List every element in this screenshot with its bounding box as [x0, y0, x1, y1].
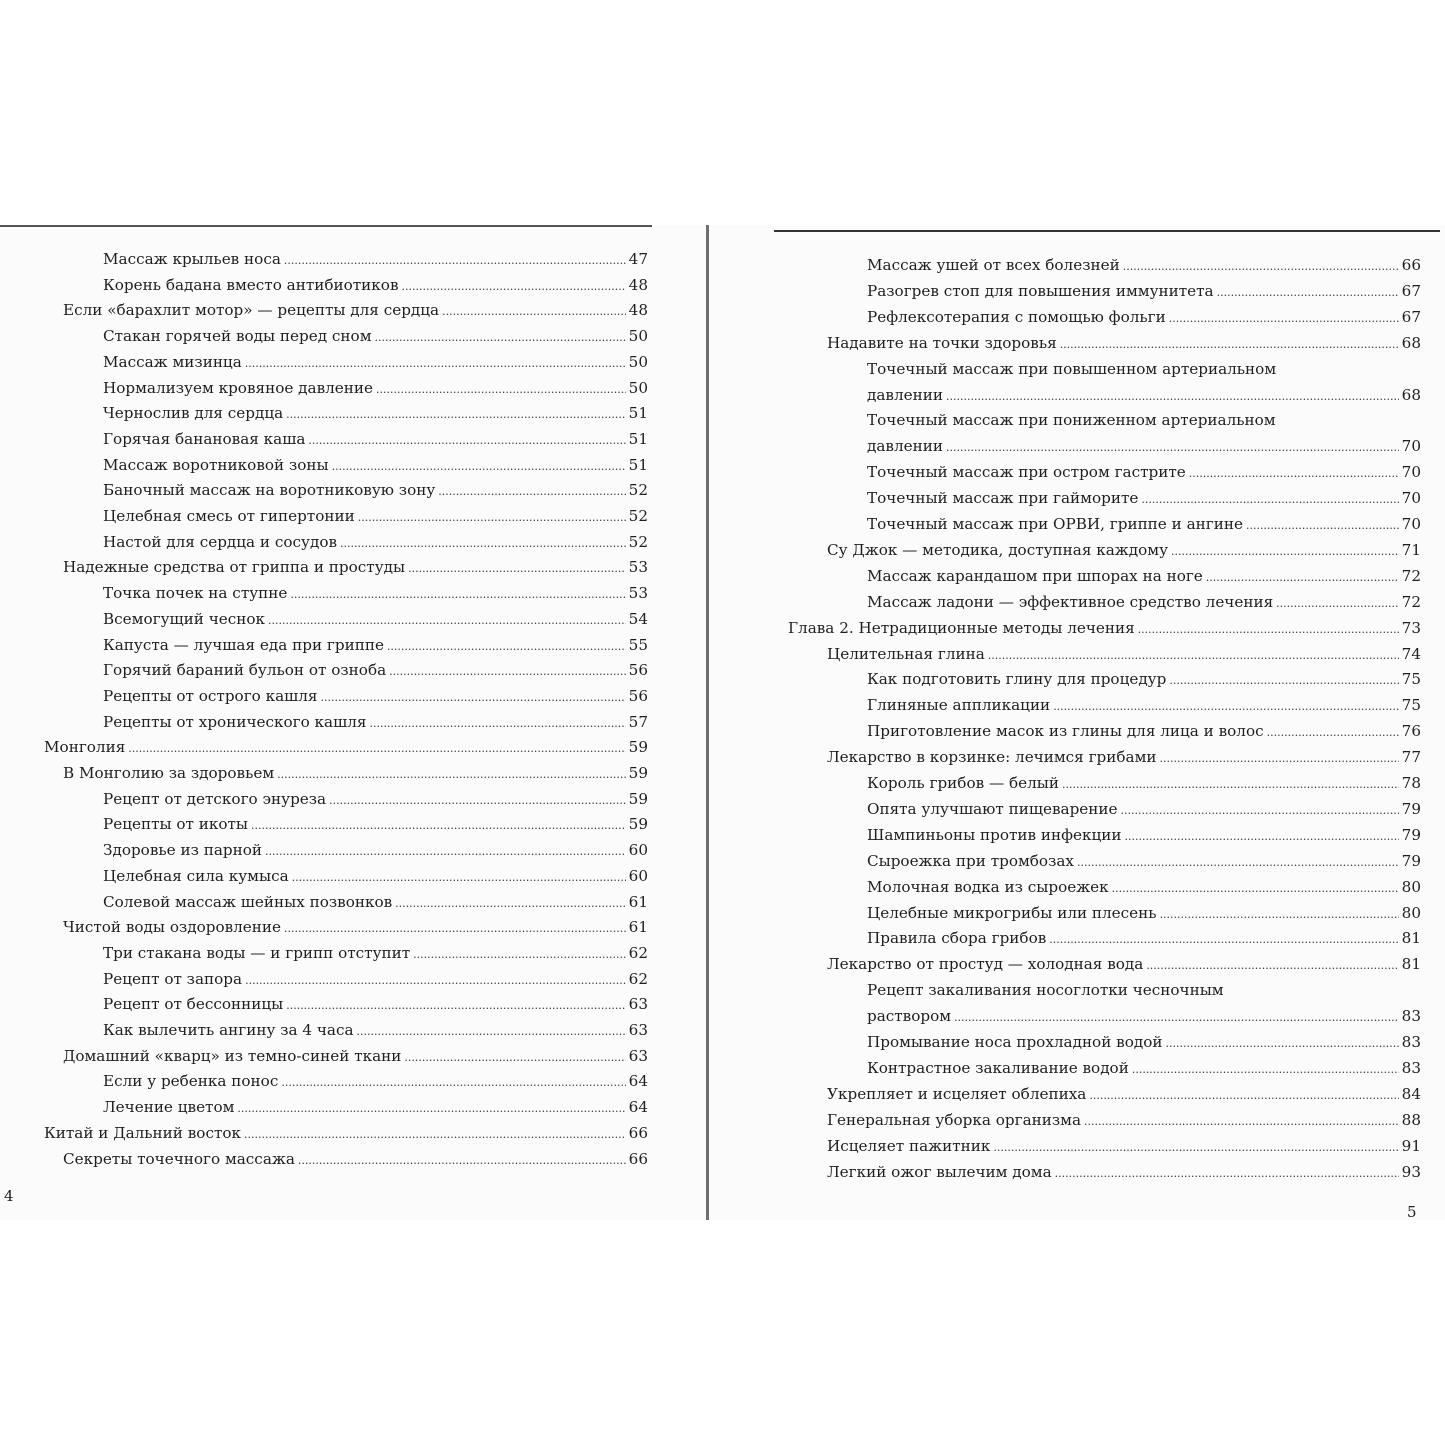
toc-entry-text: Горячая банановая каша	[103, 429, 306, 448]
left-page	[0, 225, 706, 1220]
top-rule	[774, 230, 1440, 232]
toc-entry	[44, 738, 648, 758]
toc-entry	[867, 878, 1421, 898]
toc-page-number: 48	[628, 301, 648, 320]
toc-entry	[103, 276, 648, 296]
toc-entry-title	[867, 981, 1421, 1000]
toc-page-number: 57	[628, 712, 648, 731]
dot-leader	[1121, 801, 1399, 820]
toc-entry	[867, 282, 1421, 302]
toc-entry	[867, 437, 1421, 457]
toc-page-number: 80	[1401, 877, 1421, 896]
toc-entry-text: Секреты точечного массажа	[63, 1149, 295, 1168]
toc-entry-text: Китай и Дальний восток	[44, 1123, 241, 1142]
dot-leader	[1189, 464, 1399, 483]
toc-entry	[867, 826, 1421, 846]
toc-entry	[867, 722, 1421, 742]
dot-leader	[413, 945, 626, 964]
dot-leader	[395, 894, 626, 913]
toc-entry	[103, 456, 648, 476]
toc-entry-text: Массаж ладони — эффективное средство лечения	[867, 592, 1274, 611]
dot-leader	[1267, 723, 1399, 742]
toc-page-number: 47	[628, 250, 648, 268]
toc-entry-text: Точечный массаж при ОРВИ, гриппе и ангине	[867, 515, 1243, 533]
toc-entry-text: Точечный массаж при остром гастрите	[867, 463, 1186, 482]
toc-entry-text: Целебная смесь от гипертонии	[103, 507, 355, 525]
page-number: 5	[1407, 1203, 1417, 1221]
toc-entry	[103, 995, 648, 1015]
toc-entry-text: Молочная водка из сыроежек	[867, 877, 1109, 896]
dot-leader	[1125, 827, 1399, 846]
dot-leader	[321, 688, 626, 707]
toc-page-number: 71	[1401, 540, 1421, 559]
toc-entry	[103, 1098, 648, 1118]
toc-entry	[63, 1150, 648, 1170]
toc-entry	[63, 918, 648, 938]
toc-entry-text: давлении	[867, 437, 943, 456]
toc-page-number: 62	[628, 969, 648, 988]
toc-entry	[867, 256, 1421, 276]
dot-leader	[245, 354, 626, 373]
toc-entry	[103, 970, 648, 990]
dot-leader	[1132, 1060, 1399, 1079]
toc-entry-title	[867, 360, 1421, 379]
toc-entry	[63, 764, 648, 784]
dot-leader	[946, 438, 1399, 457]
dot-leader	[993, 1138, 1398, 1157]
toc-entry	[103, 327, 648, 347]
toc-page-number: 66	[628, 1123, 648, 1142]
toc-page-number: 68	[1401, 333, 1421, 352]
dot-leader	[1169, 309, 1399, 328]
toc-entry	[788, 619, 1421, 639]
dot-leader	[1062, 775, 1399, 794]
dot-leader	[389, 662, 626, 681]
toc-page-number: 83	[1401, 1033, 1421, 1051]
toc-entry-text: Рефлексотерапия с помощью фольги	[867, 307, 1166, 326]
top-rule	[0, 225, 652, 227]
toc-entry	[103, 481, 648, 501]
toc-entry-text: Рецепт от бессонницы	[103, 995, 284, 1014]
toc-entry	[867, 852, 1421, 872]
toc-entry-text: Приготовление масок из глины для лица и волос	[867, 722, 1264, 741]
toc-page-number: 56	[628, 661, 648, 680]
toc-entry-text: Рецепты от икоты	[103, 815, 249, 834]
dot-leader	[286, 405, 626, 424]
toc-entry	[103, 533, 648, 553]
toc-entry	[827, 1137, 1421, 1157]
dot-leader	[284, 919, 626, 938]
toc-page-number: 59	[628, 738, 648, 757]
toc-page-number: 77	[1401, 748, 1421, 767]
toc-entry-text: Укрепляет и исцеляет облепиха	[827, 1084, 1087, 1103]
toc-entry-text: Нормализуем кровяное давление	[103, 378, 373, 397]
dot-leader	[286, 996, 625, 1015]
page-number: 4	[4, 1187, 14, 1205]
toc-entry	[103, 944, 648, 964]
toc-entry-text: Как подготовить глину для процедур	[867, 670, 1167, 689]
dot-leader	[442, 302, 626, 321]
toc-page-number: 55	[628, 635, 648, 654]
dot-leader	[265, 842, 626, 861]
toc-page-number: 70	[1401, 489, 1421, 508]
toc-page-number: 60	[628, 841, 648, 860]
toc-entry-text: Если «барахлит мотор» — рецепты для сердца	[63, 301, 440, 320]
dot-leader	[1160, 749, 1399, 768]
toc-entry-text: Точка почек на ступне	[103, 584, 288, 603]
toc-entry	[867, 670, 1421, 690]
dot-leader	[329, 791, 626, 810]
toc-page-number: 61	[628, 892, 648, 911]
toc-entry-title	[867, 411, 1421, 430]
dot-leader	[251, 816, 626, 835]
toc-page-number: 64	[628, 1072, 648, 1091]
toc-entry-text: Рецепты от хронического кашля	[103, 712, 367, 731]
dot-leader	[1084, 1112, 1399, 1131]
toc-entry	[44, 1124, 648, 1144]
toc-page-number: 83	[1401, 1058, 1421, 1077]
dot-leader	[438, 482, 625, 501]
book-gutter	[706, 225, 709, 1220]
toc-entry-text: Настой для сердца и сосудов	[103, 532, 338, 551]
dot-leader	[408, 559, 626, 578]
book-spread	[0, 225, 1445, 1220]
toc-entry-text: Лекарство в корзинке: лечимся грибами	[827, 748, 1157, 767]
toc-entry	[867, 1033, 1421, 1053]
toc-page-number: 73	[1401, 618, 1421, 637]
toc-entry-text: Легкий ожог вылечим дома	[827, 1162, 1052, 1181]
dot-leader	[1171, 542, 1399, 561]
toc-entry-text: Целительная глина	[827, 644, 985, 663]
dot-leader	[402, 277, 626, 296]
toc-page-number: 59	[628, 815, 648, 834]
dot-leader	[268, 611, 626, 630]
toc-page-number: 91	[1401, 1136, 1421, 1155]
toc-page-number: 76	[1401, 722, 1421, 741]
dot-leader	[358, 508, 626, 527]
dot-leader	[1276, 594, 1399, 613]
toc-page-number: 59	[628, 764, 648, 782]
toc-entry	[827, 334, 1421, 354]
dot-leader	[988, 646, 1399, 665]
toc-entry	[867, 489, 1421, 509]
dot-leader	[244, 1125, 626, 1144]
toc-entry-text: Массаж карандашом при шпорах на ноге	[867, 566, 1203, 585]
dot-leader	[1089, 1086, 1398, 1105]
toc-entry	[827, 748, 1421, 768]
dot-leader	[292, 868, 626, 887]
toc-entry-text: Точечный массаж при пониженном артериальном	[867, 411, 1276, 430]
toc-entry-text: Рецепты от острого кашля	[103, 686, 318, 705]
toc-entry-text: Су Джок — методика, доступная каждому	[827, 540, 1169, 559]
toc-page-number: 67	[1401, 281, 1421, 300]
toc-page-number: 78	[1401, 774, 1421, 792]
toc-entry-text: Массаж ушей от всех болезней	[867, 256, 1120, 274]
toc-entry-text: Король грибов — белый	[867, 774, 1059, 792]
toc-entry-text: Домашний «кварц» из темно-синей ткани	[63, 1046, 402, 1065]
toc-entry	[103, 379, 648, 399]
toc-entry	[103, 713, 648, 733]
toc-entry	[103, 841, 648, 861]
toc-entry-text: Точечный массаж при гайморите	[867, 489, 1139, 508]
toc-entry	[103, 353, 648, 373]
toc-entry-text: Точечный массаж при повышенном артериальном	[867, 359, 1277, 378]
dot-leader	[290, 585, 625, 604]
toc-entry	[103, 584, 648, 604]
dot-leader	[1246, 516, 1399, 535]
toc-page-number: 56	[628, 686, 648, 705]
toc-entry-text: Всемогущий чеснок	[103, 609, 265, 628]
toc-page-number: 64	[628, 1098, 648, 1117]
toc-entry	[103, 610, 648, 630]
toc-entry	[867, 308, 1421, 328]
toc-entry	[103, 1072, 648, 1092]
dot-leader	[332, 457, 626, 476]
dot-leader	[404, 1048, 625, 1067]
toc-entry	[103, 867, 648, 887]
dot-leader	[237, 1099, 625, 1118]
toc-entry-text: Контрастное закаливание водой	[867, 1058, 1129, 1077]
dot-leader	[1055, 1164, 1399, 1183]
toc-entry-text: Правила сбора грибов	[867, 929, 1047, 948]
toc-entry	[103, 815, 648, 835]
toc-entry	[827, 645, 1421, 665]
toc-page-number: 62	[628, 943, 648, 962]
dot-leader	[1146, 956, 1398, 975]
toc-entry-text: Массаж воротниковой зоны	[103, 455, 329, 474]
toc-page-number: 75	[1401, 696, 1421, 715]
toc-entry-text: Монголия	[44, 738, 126, 757]
dot-leader	[1049, 930, 1398, 949]
toc-entry-text: Массаж крыльев носа	[103, 250, 281, 268]
toc-page-number: 54	[628, 609, 648, 628]
toc-page-number: 72	[1401, 592, 1421, 611]
toc-page-number: 75	[1401, 670, 1421, 689]
toc-entry-text: Генеральная уборка организма	[827, 1110, 1082, 1129]
toc-entry-text: Баночный массаж на воротниковую зону	[103, 481, 436, 500]
toc-entry-text: Массаж мизинца	[103, 352, 242, 371]
toc-entry-text: Промывание носа прохладной водой	[867, 1033, 1163, 1051]
toc-entry	[103, 404, 648, 424]
toc-page-number: 53	[628, 584, 648, 603]
toc-entry-text: Как вылечить ангину за 4 часа	[103, 1021, 354, 1039]
toc-entry	[63, 1047, 648, 1067]
toc-entry	[103, 250, 648, 270]
toc-page-number: 70	[1401, 463, 1421, 482]
toc-entry	[867, 774, 1421, 794]
toc-entry	[867, 800, 1421, 820]
toc-page-number: 67	[1401, 307, 1421, 326]
dot-leader	[281, 1073, 625, 1092]
toc-entry	[63, 558, 648, 578]
toc-entry-text: Целебная сила кумыса	[103, 866, 289, 885]
right-page	[710, 225, 1445, 1220]
toc-entry-text: Исцеляет пажитник	[827, 1136, 991, 1155]
toc-entry	[827, 541, 1421, 561]
toc-entry-text: давлении	[867, 385, 943, 404]
dot-leader	[946, 387, 1399, 406]
toc-entry-text: Шампиньоны против инфекции	[867, 825, 1122, 844]
toc-page-number: 81	[1401, 955, 1421, 974]
toc-entry-text: В Монголию за здоровьем	[63, 764, 275, 782]
toc-entry-text: Стакан горячей воды перед сном	[103, 327, 372, 346]
toc-page-number: 79	[1401, 851, 1421, 870]
toc-entry	[103, 636, 648, 656]
toc-entry	[103, 430, 648, 450]
toc-entry-text: Солевой массаж шейных позвонков	[103, 892, 393, 911]
toc-entry-text: Здоровье из парной	[103, 841, 262, 860]
toc-entry-text: Лекарство от простуд — холодная вода	[827, 955, 1144, 974]
toc-page-number: 81	[1401, 929, 1421, 948]
dot-leader	[1165, 1034, 1398, 1053]
toc-page-number: 52	[628, 507, 648, 525]
toc-entry-text: Три стакана воды — и грипп отступит	[103, 943, 411, 962]
toc-page-number: 93	[1401, 1162, 1421, 1181]
toc-entry-text: Разогрев стоп для повышения иммунитета	[867, 281, 1214, 300]
dot-leader	[298, 1151, 626, 1170]
toc-entry	[63, 301, 648, 321]
toc-page-number: 60	[628, 866, 648, 885]
toc-entry	[827, 1111, 1421, 1131]
toc-page-number: 52	[628, 532, 648, 551]
toc-entry-text: Глиняные аппликации	[867, 696, 1051, 715]
toc-entry	[867, 386, 1421, 406]
toc-entry-text: Горячий бараний бульон от озноба	[103, 661, 387, 680]
toc-entry-text: Глава 2. Нетрадиционные методы лечения	[788, 618, 1135, 637]
toc-entry	[867, 1059, 1421, 1079]
dot-leader	[369, 714, 625, 733]
toc-entry	[867, 593, 1421, 613]
toc-page-number: 83	[1401, 1007, 1421, 1026]
toc-entry-text: Рецепт от запора	[103, 969, 243, 988]
toc-entry-text: Чистой воды оздоровление	[63, 918, 282, 937]
toc-entry	[103, 661, 648, 681]
dot-leader	[1060, 335, 1399, 354]
toc-page-number: 68	[1401, 385, 1421, 404]
dot-leader	[308, 431, 625, 450]
toc-entry-text: Чернослив для сердца	[103, 404, 284, 423]
toc-entry-text: Рецепт закаливания носоглотки чесночным	[867, 981, 1224, 1000]
toc-entry	[103, 687, 648, 707]
toc-page-number: 84	[1401, 1084, 1421, 1103]
toc-page-number: 50	[628, 378, 648, 397]
toc-page-number: 66	[1401, 256, 1421, 274]
toc-page-number: 79	[1401, 825, 1421, 844]
toc-page-number: 74	[1401, 644, 1421, 663]
dot-leader	[376, 380, 626, 399]
dot-leader	[245, 971, 626, 990]
dot-leader	[1160, 905, 1399, 924]
dot-leader	[1206, 568, 1399, 587]
toc-page-number: 51	[628, 404, 648, 423]
toc-entry	[867, 929, 1421, 949]
dot-leader	[284, 251, 626, 270]
toc-entry-text: Опята улучшают пищеварение	[867, 799, 1118, 818]
toc-page-number: 50	[628, 352, 648, 371]
dot-leader	[1123, 257, 1399, 276]
dot-leader	[357, 1022, 626, 1041]
toc-page-number: 51	[628, 429, 648, 448]
toc-page-number: 72	[1401, 566, 1421, 585]
toc-entry	[867, 696, 1421, 716]
toc-entry-text: Надавите на точки здоровья	[827, 333, 1057, 352]
toc-entry	[103, 507, 648, 527]
dot-leader	[1053, 697, 1398, 716]
toc-page-number: 52	[628, 481, 648, 500]
dot-leader	[1169, 671, 1398, 690]
toc-page-number: 66	[628, 1149, 648, 1168]
toc-entry	[827, 1163, 1421, 1183]
toc-entry-text: Сыроежка при тромбозах	[867, 851, 1074, 870]
dot-leader	[1141, 490, 1398, 509]
toc-page-number: 48	[628, 275, 648, 294]
toc-page-number: 59	[628, 789, 648, 808]
toc-page-number: 70	[1401, 515, 1421, 533]
toc-page-number: 63	[628, 1046, 648, 1065]
toc-page-number: 50	[628, 327, 648, 346]
toc-entry	[867, 463, 1421, 483]
toc-page-number: 51	[628, 455, 648, 474]
toc-page-number: 70	[1401, 437, 1421, 456]
dot-leader	[340, 534, 626, 553]
toc-page-number: 63	[628, 1021, 648, 1039]
toc-page-number: 61	[628, 918, 648, 937]
dot-leader	[1077, 853, 1399, 872]
toc-entry	[867, 515, 1421, 535]
dot-leader	[1217, 283, 1399, 302]
toc-entry	[867, 567, 1421, 587]
dot-leader	[277, 765, 626, 784]
dot-leader	[1112, 879, 1399, 898]
dot-leader	[387, 637, 626, 656]
toc-entry	[867, 1007, 1421, 1027]
toc-entry-text: Рецепт от детского энуреза	[103, 789, 327, 808]
toc-entry-text: Лечение цветом	[103, 1098, 235, 1117]
toc-entry-text: Если у ребенка понос	[103, 1072, 279, 1091]
toc-entry	[103, 790, 648, 810]
toc-entry	[103, 893, 648, 913]
dot-leader	[375, 328, 626, 347]
toc-entry	[103, 1021, 648, 1041]
toc-entry-text: Целебные микрогрибы или плесень	[867, 903, 1157, 922]
dot-leader	[128, 739, 625, 758]
toc-entry-text: Корень бадана вместо антибиотиков	[103, 275, 399, 294]
toc-page-number: 80	[1401, 903, 1421, 922]
toc-entry	[867, 904, 1421, 924]
toc-page-number: 88	[1401, 1110, 1421, 1129]
toc-entry	[827, 1085, 1421, 1105]
toc-entry-text: Надежные средства от гриппа и простуды	[63, 558, 406, 577]
toc-page-number: 79	[1401, 799, 1421, 818]
dot-leader	[1138, 620, 1399, 639]
toc-entry	[827, 955, 1421, 975]
toc-page-number: 53	[628, 558, 648, 577]
toc-page-number: 63	[628, 995, 648, 1014]
dot-leader	[954, 1008, 1399, 1027]
toc-entry-text: Капуста — лучшая еда при гриппе	[103, 635, 384, 654]
toc-entry-text: раствором	[867, 1007, 952, 1026]
